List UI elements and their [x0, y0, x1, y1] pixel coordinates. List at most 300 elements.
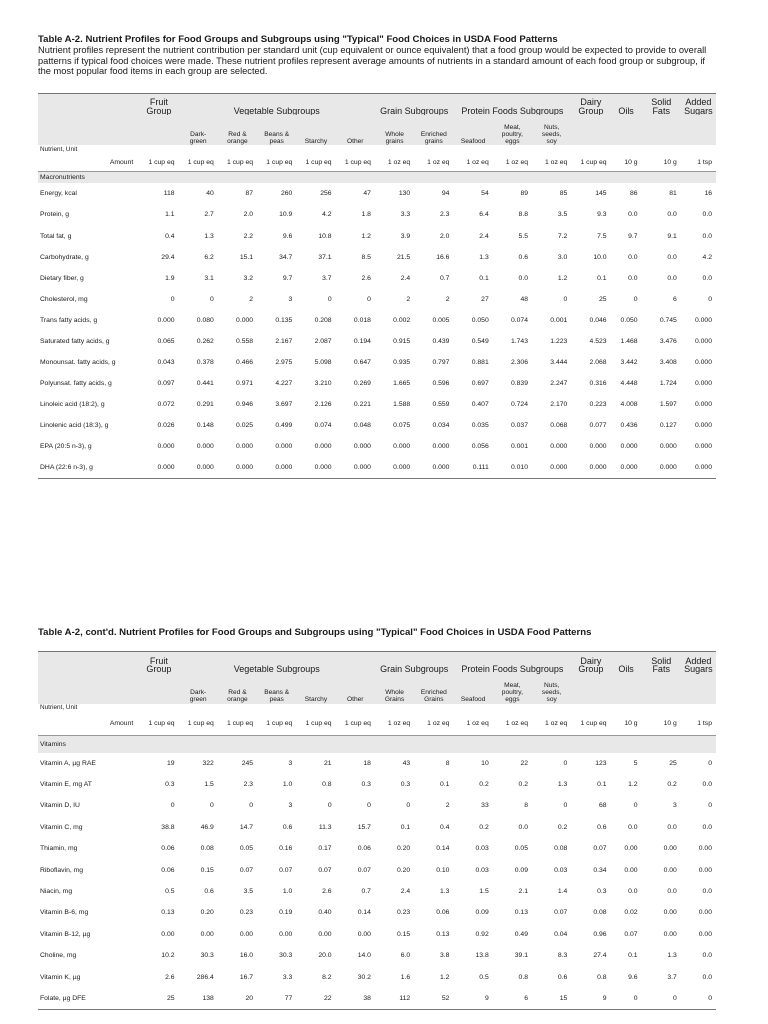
header-spacer [38, 115, 139, 145]
value-cell: 0.6 [518, 253, 528, 261]
value-cell: 1.1 [165, 211, 175, 219]
value-cell: 3.5 [243, 888, 254, 896]
value-cell: 4.523 [589, 337, 607, 345]
value-cell: 2.170 [550, 401, 568, 409]
value-cell: 0.127 [659, 422, 677, 430]
value-cell: 0.7 [440, 274, 450, 282]
value-cell: 3.3 [282, 973, 293, 981]
value-cell: 0.20 [396, 866, 411, 874]
value-cell: 85 [559, 190, 568, 198]
unit-cell: 10 g [663, 720, 677, 728]
value-cell: 0.8 [518, 973, 528, 981]
value-cell: 112 [399, 994, 411, 1002]
table-title: Table A-2, cont'd. Nutrient Profiles for Food Groups and Subgroups using "Typical" Food Choices in USDA Food Patterns [38, 627, 592, 638]
value-cell: 0.971 [236, 380, 254, 388]
value-cell: 0.0 [628, 823, 638, 831]
value-cell: 0.000 [694, 359, 712, 367]
value-cell: 0.04 [554, 930, 568, 938]
value-cell: 0.1 [597, 781, 607, 789]
value-cell: 0.000 [157, 443, 175, 451]
nutrient-label: Niacin, mg [40, 888, 73, 896]
table-row [38, 225, 716, 246]
category-row [38, 736, 716, 753]
value-cell: 0.000 [314, 464, 332, 472]
value-cell: 0.06 [161, 866, 175, 874]
subgroup-header [571, 115, 610, 145]
nutrient-label: Folate, µg DFE [40, 994, 86, 1002]
value-cell: 0.068 [550, 422, 568, 430]
value-cell: 3.210 [314, 380, 332, 388]
value-cell: 14.0 [357, 952, 371, 960]
unit-cell: 1 oz eq [427, 720, 450, 728]
value-cell: 21.5 [396, 253, 411, 261]
value-cell: 0.000 [236, 464, 254, 472]
value-cell: 0.441 [196, 380, 214, 388]
value-cell: 0.03 [475, 866, 489, 874]
table-row [38, 331, 716, 352]
nutrient-label: Vitamin B-6, mg [40, 909, 89, 917]
value-cell: 3.1 [204, 274, 214, 282]
value-cell: 0.06 [357, 845, 371, 853]
value-cell: 7.5 [597, 232, 607, 240]
table-row [38, 838, 716, 859]
value-cell: 0.221 [353, 401, 371, 409]
value-cell: 0.074 [510, 316, 528, 324]
value-cell: 25 [669, 759, 677, 767]
value-cell: 0.00 [624, 866, 638, 874]
value-cell: 2.975 [275, 359, 293, 367]
nutrient-label: Monounsat. fatty acids, g [40, 359, 116, 367]
value-cell: 3.408 [659, 359, 677, 367]
value-cell: 0.316 [589, 380, 607, 388]
value-cell: 0.1 [440, 781, 450, 789]
value-cell: 2.4 [479, 232, 489, 240]
value-cell: 0.96 [593, 930, 607, 938]
value-cell: 0.000 [589, 443, 607, 451]
value-cell: 0.000 [550, 464, 568, 472]
group-header: Fruit Group [139, 93, 178, 115]
value-cell: 2.6 [165, 973, 175, 981]
value-cell: 0.09 [475, 909, 489, 917]
table-row [38, 988, 716, 1009]
value-cell: 0.077 [589, 422, 607, 430]
value-cell: 3.0 [557, 253, 568, 261]
value-cell: 0.00 [663, 930, 677, 938]
value-cell: 6.2 [204, 253, 214, 261]
value-cell: 0.07 [357, 866, 371, 874]
value-cell: 0.378 [196, 359, 214, 367]
value-cell: 0.09 [514, 866, 528, 874]
value-cell: 9.7 [628, 232, 638, 240]
value-cell: 18 [363, 759, 371, 767]
unit-cell: 1 oz eq [427, 159, 450, 167]
value-cell: 0.000 [157, 316, 175, 324]
value-cell: 0.000 [694, 316, 712, 324]
value-cell: 22 [324, 994, 332, 1002]
value-cell: 9 [602, 994, 607, 1002]
value-cell: 0.5 [165, 888, 175, 896]
unit-cell: 1 oz eq [505, 159, 528, 167]
nutrient-label: Vitamin K, µg [40, 973, 81, 981]
value-cell: 0.0 [518, 274, 528, 282]
value-cell: 0.8 [597, 973, 607, 981]
value-cell: 0.40 [318, 909, 332, 917]
value-cell: 8.8 [518, 211, 528, 219]
value-cell: 0.697 [471, 380, 489, 388]
nutrient-label: Dietary fiber, g [40, 274, 84, 282]
value-cell: 138 [202, 994, 214, 1002]
value-cell: 286.4 [196, 973, 214, 981]
table-row [38, 881, 716, 902]
value-cell: 86 [630, 190, 638, 198]
value-cell: 0.111 [472, 464, 489, 472]
value-cell: 0.647 [353, 359, 371, 367]
value-cell: 2.7 [204, 211, 214, 219]
table-row [38, 859, 716, 880]
value-cell: 2.087 [314, 337, 332, 345]
value-cell: 0 [708, 759, 712, 767]
unit-cell: 1 oz eq [387, 159, 411, 167]
value-cell: 0.000 [275, 464, 293, 472]
value-cell: 0.1 [597, 274, 607, 282]
nutrient-unit-row [38, 704, 716, 713]
value-cell: 0.0 [702, 888, 712, 896]
value-cell: 2.167 [275, 337, 293, 345]
value-cell: 0.14 [436, 845, 450, 853]
value-cell: 0.436 [620, 422, 638, 430]
value-cell: 0.000 [314, 443, 332, 451]
value-cell: 0.0 [628, 211, 638, 219]
value-cell: 0.6 [597, 823, 607, 831]
subgroup-header [611, 115, 642, 145]
value-cell: 0 [563, 295, 568, 303]
value-cell: 89 [520, 190, 528, 198]
value-cell: 0.1 [479, 274, 489, 282]
value-cell: 3.2 [243, 274, 254, 282]
value-cell: 0 [170, 802, 175, 810]
value-cell: 0.050 [471, 316, 489, 324]
unit-cell: 1 oz eq [387, 720, 411, 728]
value-cell: 14.7 [239, 823, 254, 831]
subgroup-header [611, 674, 642, 704]
table-section-2 [38, 627, 716, 1010]
group-header: Grain Subgroups [375, 93, 454, 115]
value-cell: 0.000 [694, 337, 712, 345]
subgroup-header: Red & orange [227, 689, 248, 704]
value-cell: 0 [633, 802, 638, 810]
value-cell: 0.026 [157, 422, 175, 430]
value-cell: 0 [327, 802, 332, 810]
nutrient-label: Riboflavin, mg [40, 866, 84, 874]
table-row [38, 373, 716, 394]
value-cell: 0.0 [702, 232, 712, 240]
value-cell: 0.23 [396, 909, 411, 917]
table-row [38, 945, 716, 966]
value-cell: 0.000 [432, 464, 450, 472]
table-row [38, 795, 716, 816]
value-cell: 1.743 [510, 337, 528, 345]
value-cell: 0.056 [471, 443, 489, 451]
table-intro: Nutrient profiles represent the nutrient contribution per standard unit (cup equivalent or ounce equivalent) that a food group would be expected to provide to overall patterns if typical food choices were made. These nutrient profiles represent average amounts of nutrients in a standard amount of each food group or subgroup, if the most popular food items in each group are selected. [38, 45, 707, 77]
value-cell: 0.291 [196, 401, 214, 409]
value-cell: 1.0 [282, 781, 293, 789]
value-cell: 0.043 [157, 359, 175, 367]
value-cell: 0.13 [436, 930, 450, 938]
value-cell: 0.035 [471, 422, 489, 430]
value-cell: 0.075 [393, 422, 411, 430]
value-cell: 0.49 [514, 930, 528, 938]
value-cell: 0.1 [400, 823, 411, 831]
unit-cell: 10 g [663, 159, 677, 167]
value-cell: 3.476 [659, 337, 677, 345]
value-cell: 0.135 [275, 316, 293, 324]
value-cell: 0.005 [432, 316, 450, 324]
value-cell: 0.34 [593, 866, 607, 874]
value-cell: 0.02 [624, 909, 638, 917]
value-cell: 20 [245, 994, 254, 1002]
subgroup-header: Enriched grains [420, 130, 447, 146]
value-cell: 40 [206, 190, 214, 198]
value-cell: 0.000 [620, 464, 638, 472]
unit-cell: 1 cup eq [344, 720, 371, 728]
value-cell: 0.559 [432, 401, 450, 409]
value-cell: 5.5 [518, 232, 528, 240]
value-cell: 0.148 [196, 422, 214, 430]
header-spacer [38, 93, 139, 115]
value-cell: 145 [595, 190, 607, 198]
value-cell: 0.5 [479, 973, 489, 981]
value-cell: 10.8 [318, 232, 332, 240]
value-cell: 2.4 [400, 274, 411, 282]
category-label: Macronutrients [38, 171, 716, 183]
nutrient-label: DHA (22:6 n-3), g [40, 464, 93, 472]
value-cell: 0.000 [275, 443, 293, 451]
value-cell: 2.3 [243, 781, 254, 789]
table-row [38, 183, 716, 204]
value-cell: 8.3 [557, 952, 568, 960]
value-cell: 245 [241, 759, 254, 767]
value-cell: 39.1 [514, 952, 528, 960]
unit-cell: 1 oz eq [466, 159, 489, 167]
value-cell: 256 [320, 190, 332, 198]
nutrient-table-vitamins [38, 651, 716, 1010]
value-cell: 0.07 [624, 930, 638, 938]
value-cell: 0.07 [239, 866, 254, 874]
value-cell: 6.4 [479, 211, 489, 219]
unit-cell: 1 cup eq [226, 720, 254, 728]
value-cell: 0.0 [667, 888, 677, 896]
value-cell: 4.448 [620, 380, 638, 388]
value-cell: 0.13 [514, 909, 528, 917]
table-row [38, 458, 716, 479]
value-cell: 0.000 [353, 443, 371, 451]
value-cell: 0.000 [432, 443, 450, 451]
table-row [38, 352, 716, 373]
value-cell: 0.034 [432, 422, 450, 430]
value-cell: 77 [284, 994, 293, 1002]
value-cell: 0.946 [236, 401, 254, 409]
unit-cell: 1 cup eq [305, 720, 332, 728]
value-cell: 16.0 [239, 952, 254, 960]
group-header: Dairy Group [571, 93, 610, 115]
unit-cell: 1 cup eq [344, 159, 371, 167]
value-cell: 0 [367, 802, 371, 810]
group-header: Vegetable Subgroups [179, 93, 375, 115]
value-cell: 0.0 [702, 952, 712, 960]
value-cell: 9.7 [282, 274, 293, 282]
value-cell: 0.07 [554, 909, 568, 917]
value-cell: 0.010 [510, 464, 528, 472]
value-cell: 0.14 [357, 909, 371, 917]
value-cell: 0.0 [702, 781, 712, 789]
value-cell: 0.8 [322, 781, 332, 789]
value-cell: 2.6 [322, 888, 332, 896]
value-cell: 19 [166, 759, 175, 767]
value-cell: 0.915 [393, 337, 411, 345]
value-cell: 0.050 [620, 316, 638, 324]
value-cell: 0.000 [694, 464, 712, 472]
table-row [38, 902, 716, 923]
value-cell: 0.000 [694, 401, 712, 409]
table-row [38, 753, 716, 774]
value-cell: 0.025 [236, 422, 254, 430]
value-cell: 1.3 [204, 232, 214, 240]
value-cell: 0.13 [161, 909, 175, 917]
value-cell: 0.797 [432, 359, 450, 367]
value-cell: 0.000 [589, 464, 607, 472]
subgroup-header: Dark- green [189, 689, 207, 704]
value-cell: 0.000 [659, 443, 677, 451]
value-cell: 5 [633, 759, 638, 767]
amount-label: Amount [109, 159, 134, 167]
value-cell: 0.05 [239, 845, 254, 853]
unit-cell: 1 oz eq [466, 720, 489, 728]
nutrient-label: Vitamin C, mg [40, 823, 83, 831]
value-cell: 1.223 [550, 337, 568, 345]
unit-cell: 1 cup eq [187, 720, 214, 728]
unit-cell: 1 cup eq [148, 159, 175, 167]
group-header-row [38, 93, 716, 115]
value-cell: 0.000 [694, 443, 712, 451]
value-cell: 1.665 [393, 380, 411, 388]
value-cell: 0.20 [200, 909, 214, 917]
value-cell: 38.8 [161, 823, 175, 831]
value-cell: 0.000 [659, 464, 677, 472]
group-header: Oils [611, 93, 642, 115]
value-cell: 2 [445, 295, 450, 303]
value-cell: 4.227 [275, 380, 293, 388]
value-cell: 0.4 [440, 823, 450, 831]
unit-cell: 1 cup eq [305, 159, 332, 167]
group-header: Vegetable Subgroups [179, 652, 375, 674]
subgroup-header: Whole Grains [384, 689, 405, 704]
value-cell: 10.0 [593, 253, 607, 261]
value-cell: 0.00 [279, 930, 293, 938]
value-cell: 54 [481, 190, 489, 198]
value-cell: 0.00 [663, 909, 677, 917]
group-header: Dairy Group [571, 652, 610, 674]
value-cell: 3.444 [550, 359, 568, 367]
value-cell: 0.17 [318, 845, 332, 853]
value-cell: 0.018 [353, 316, 371, 324]
nutrient-label: Total fat, g [40, 232, 72, 240]
value-cell: 0.0 [702, 823, 712, 831]
unit-cell: 1 cup eq [580, 159, 607, 167]
value-cell: 0 [563, 759, 568, 767]
nutrient-table-macronutrients [38, 93, 716, 479]
value-cell: 0.07 [279, 866, 293, 874]
value-cell: 0 [708, 802, 712, 810]
value-cell: 1.6 [400, 973, 411, 981]
value-cell: 6.0 [400, 952, 411, 960]
value-cell: 0.23 [239, 909, 254, 917]
value-cell: 0.03 [554, 866, 568, 874]
value-cell: 15.7 [357, 823, 371, 831]
value-cell: 0.0 [518, 823, 528, 831]
value-cell: 6 [524, 994, 528, 1002]
value-cell: 10.2 [161, 952, 175, 960]
nutrient-label: Linolenic acid (18:3), g [40, 422, 109, 430]
value-cell: 3.3 [400, 211, 411, 219]
subgroup-header [681, 115, 716, 145]
value-cell: 0.4 [165, 232, 175, 240]
value-cell: 0.000 [236, 316, 254, 324]
unit-cell: 1 oz eq [545, 720, 568, 728]
value-cell: 22 [520, 759, 528, 767]
nutrient-label: Choline, mg [40, 952, 77, 960]
value-cell: 34.7 [279, 253, 293, 261]
value-cell: 25 [166, 994, 175, 1002]
value-cell: 0.3 [361, 781, 371, 789]
value-cell: 0.002 [393, 316, 411, 324]
value-cell: 0.00 [698, 845, 712, 853]
value-cell: 0.935 [393, 359, 411, 367]
value-cell: 1.588 [393, 401, 411, 409]
value-cell: 0.08 [593, 909, 607, 917]
value-cell: 0.15 [396, 930, 411, 938]
header-spacer [38, 652, 139, 674]
value-cell: 3.8 [440, 952, 450, 960]
value-cell: 0.048 [353, 422, 371, 430]
value-cell: 3.7 [667, 973, 677, 981]
value-cell: 4.008 [620, 401, 638, 409]
nutrient-unit-label: Nutrient, Unit [40, 145, 78, 153]
value-cell: 3.697 [275, 401, 293, 409]
nutrient-label: Vitamin A, µg RAE [40, 759, 96, 767]
value-cell: 0.549 [471, 337, 489, 345]
subgroup-header: Other [347, 696, 364, 704]
value-cell: 0.407 [471, 401, 489, 409]
value-cell: 0.000 [353, 464, 371, 472]
value-cell: 1.9 [165, 274, 175, 282]
subgroup-header: Seafood [460, 138, 486, 146]
value-cell: 8.2 [322, 973, 332, 981]
table-row [38, 394, 716, 415]
value-cell: 2.068 [589, 359, 607, 367]
value-cell: 33 [481, 802, 489, 810]
value-cell: 1.468 [620, 337, 638, 345]
value-cell: 0.596 [432, 380, 450, 388]
value-cell: 0.00 [239, 930, 254, 938]
value-cell: 0.7 [361, 888, 371, 896]
value-cell: 0.16 [279, 845, 293, 853]
value-cell: 0.07 [593, 845, 607, 853]
value-cell: 3 [288, 759, 293, 767]
value-cell: 0.3 [400, 781, 411, 789]
value-cell: 0.000 [196, 464, 214, 472]
table-row [38, 310, 716, 331]
value-cell: 0.08 [200, 845, 214, 853]
